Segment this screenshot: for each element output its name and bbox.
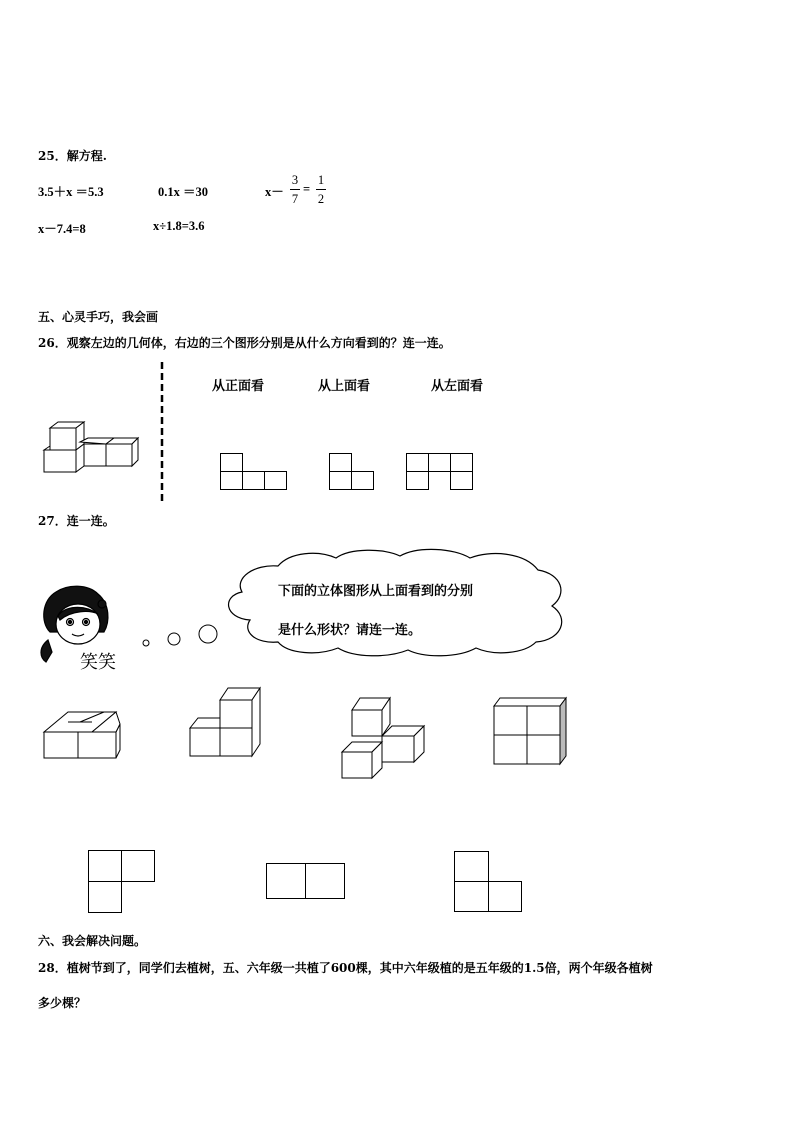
top-view-c: [454, 851, 526, 915]
thought-bubbles: [140, 622, 220, 648]
equation-3-fraction-2: [316, 173, 326, 206]
equation-3-equals: =: [303, 182, 311, 196]
dashed-divider: [160, 362, 164, 502]
view-label-top: 从上面看: [318, 379, 371, 394]
cloud-text-line-2: 是什么形状？请连一连。: [278, 623, 422, 638]
view-label-left: 从左面看: [431, 379, 484, 394]
view-shape-1: [220, 453, 290, 493]
equation-5: x÷1.8=3.6: [153, 219, 205, 233]
equation-3-prefix: x－: [265, 185, 284, 199]
fraction-numerator: 1: [317, 173, 325, 187]
fraction-denominator: 7: [291, 192, 299, 206]
view-shape-2: [329, 453, 379, 493]
girl-name: 笑笑: [80, 652, 116, 673]
q27-title: 27．连一连。: [38, 514, 115, 528]
section-6-title: 六、我会解决问题。: [38, 934, 147, 948]
q26-title: 26．观察左边的几何体，右边的三个图形分别是从什么方向看到的？连一连。: [38, 336, 451, 350]
q28-line-2: 多少棵？: [38, 996, 87, 1010]
q28-line-1: 28．植树节到了，同学们去植树，五、六年级一共植了600棵，其中六年级植的是五年级的1.5倍，两个年级各植树: [38, 961, 653, 975]
solid-figure-c: [338, 694, 432, 782]
solid-figure-a: [42, 704, 126, 760]
section-5-title: 五、心灵手巧，我会画: [38, 310, 159, 324]
speech-cloud: [218, 548, 574, 660]
q25-title: 25．解方程.: [38, 149, 107, 163]
equation-2: 0.1x ＝30: [158, 185, 209, 199]
top-view-a: [88, 850, 158, 916]
solid-figure-b: [188, 686, 268, 760]
view-shape-3: [406, 453, 476, 493]
equation-4: x－7.4=8: [38, 222, 86, 236]
q26-solid-figure: [40, 420, 150, 480]
view-label-front: 从正面看: [212, 379, 265, 394]
top-view-b: [266, 863, 348, 901]
fraction-numerator: 3: [291, 173, 299, 187]
equation-3-fraction-1: [290, 173, 300, 206]
fraction-denominator: 2: [317, 192, 325, 206]
solid-figure-d: [492, 696, 570, 768]
cloud-text-line-1: 下面的立体图形从上面看到的分别: [278, 584, 474, 599]
equation-1: 3.5＋x ＝5.3: [38, 185, 104, 199]
